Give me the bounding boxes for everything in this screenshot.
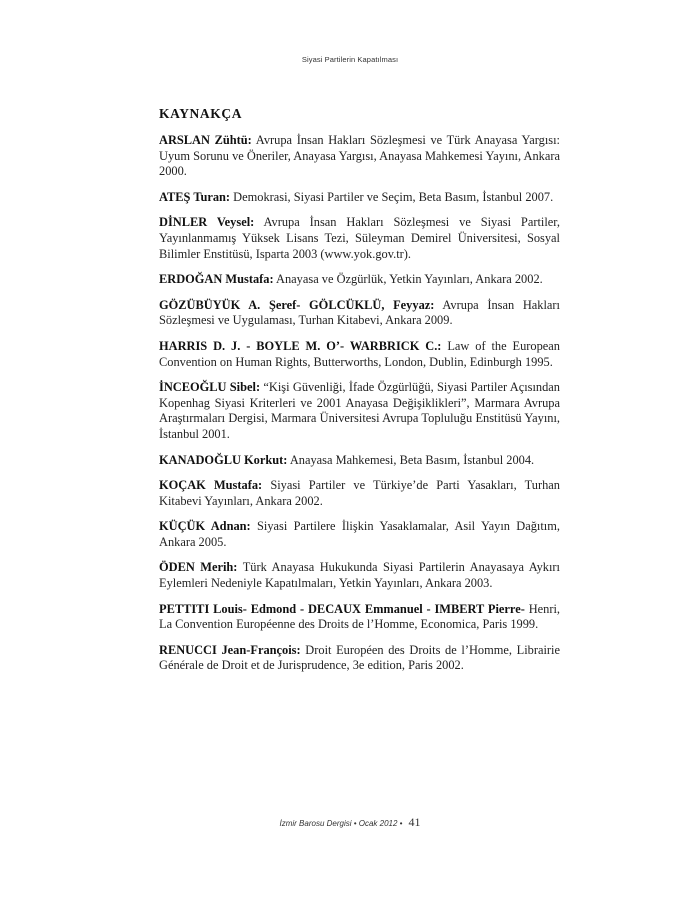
- reference-text: Siyasi Partiler ve Türkiye’de Parti Yasakları, Turhan Kitabevi Yayınları, Ankara 2002.: [159, 478, 560, 508]
- reference-entry: [159, 190, 560, 206]
- reference-text: Türk Anayasa Hukukunda Siyasi Partilerin Anayasaya Aykırı Eylemleri Nedeniyle Kapatılmaları, Yetkin Yayınları, Ankara 2003.: [159, 560, 560, 591]
- section-title: KAYNAKÇA: [159, 106, 243, 121]
- reference-text: Demokrasi, Siyasi Partiler ve Seçim, Beta Basım, İstanbul 2007.: [233, 189, 554, 204]
- reference-entry: [159, 643, 560, 674]
- reference-entry: [159, 133, 560, 180]
- reference-entry: [159, 519, 560, 550]
- reference-entry: [159, 478, 560, 509]
- references-section: [159, 106, 560, 684]
- reference-text: Avrupa İnsan Hakları Sözleşmesi ve Siyasi Partiler, Yayınlanmamış Yüksek Lisans Tezi, Süleyman Demirel Üniversitesi, Sosyal Bilimler Enstitüsü, Isparta 2003 (www.yok.gov.tr).: [159, 215, 560, 261]
- reference-entry: [159, 602, 560, 633]
- reference-author: KÜÇÜK Adnan:: [159, 519, 251, 534]
- reference-entry: [159, 453, 560, 469]
- reference-author: ARSLAN Zühtü:: [159, 133, 252, 147]
- reference-author: PETTITI Louis- Edmond - DECAUX Emmanuel - IMBERT Pierre-: [159, 601, 525, 616]
- reference-entry: [159, 215, 560, 262]
- reference-author: DİNLER Veysel:: [159, 215, 255, 230]
- reference-author: GÖZÜBÜYÜK A. Şeref- GÖLCÜKLÜ, Feyyaz:: [159, 297, 435, 312]
- reference-entry: [159, 560, 560, 591]
- reference-author: İNCEOĞLU Sibel:: [159, 380, 261, 395]
- reference-author: ÖDEN Merih:: [159, 560, 238, 575]
- reference-text: Avrupa İnsan Hakları Sözleşmesi ve Uygulaması, Turhan Kitabevi, Ankara 2009.: [159, 297, 560, 328]
- page-footer: [0, 813, 700, 831]
- reference-entry: [159, 339, 560, 370]
- reference-entry: [159, 380, 560, 442]
- reference-author: RENUCCI Jean-François:: [159, 642, 301, 657]
- running-header: Siyasi Partilerin Kapatılması: [301, 55, 399, 64]
- reference-entry: [159, 298, 560, 329]
- reference-author: HARRIS D. J. - BOYLE M. O’- WARBRICK C.:: [159, 338, 442, 353]
- reference-author: ATEŞ Turan:: [159, 189, 231, 204]
- reference-text: Anayasa ve Özgürlük, Yetkin Yayınları, Ankara 2002.: [276, 272, 543, 287]
- reference-entry: [159, 272, 560, 288]
- reference-author: KANADOĞLU Korkut:: [159, 452, 288, 467]
- reference-text: “Kişi Güvenliği, İfade Özgürlüğü, Siyasi Partiler Açısından Kopenhag Siyasi Kriterleri ve 2001 Anayasa Değişiklikleri”, Marmara Avrupa Araştırmaları Dergisi, Marmara Üniversitesi Avrupa Topluluğu Enstitüsü Yayını, İstanbul 2001.: [159, 380, 560, 441]
- reference-text: Droit Européen des Droits de l’Homme, Librairie Générale de Droit et de Jurisprudence, 3e edition, Paris 2002.: [159, 642, 560, 673]
- reference-text: Avrupa İnsan Hakları Sözleşmesi ve Türk Anayasa Yargısı: Uyum Sorunu ve Öneriler, Anayasa Yargısı, Anayasa Mahkemesi Yayını, Ankara 2000.: [159, 133, 560, 179]
- reference-text: Law of the European Convention on Human Rights, Butterworths, London, Dublin, Edinburgh 1995.: [159, 338, 560, 369]
- page-number: 41: [408, 815, 421, 829]
- reference-author: ERDOĞAN Mustafa:: [159, 272, 274, 287]
- reference-author: KOÇAK Mustafa:: [159, 478, 263, 493]
- reference-text: Anayasa Mahkemesi, Beta Basım, İstanbul 2004.: [289, 452, 535, 467]
- reference-text: Siyasi Partilere İlişkin Yasaklamalar, Asil Yayın Dağıtım, Ankara 2005.: [159, 519, 560, 549]
- footer-journal: İzmir Barosu Dergisi • Ocak 2012 •: [279, 819, 403, 828]
- reference-text: Henri, La Convention Européenne des Droits de l’Homme, Economica, Paris 1999.: [159, 601, 560, 632]
